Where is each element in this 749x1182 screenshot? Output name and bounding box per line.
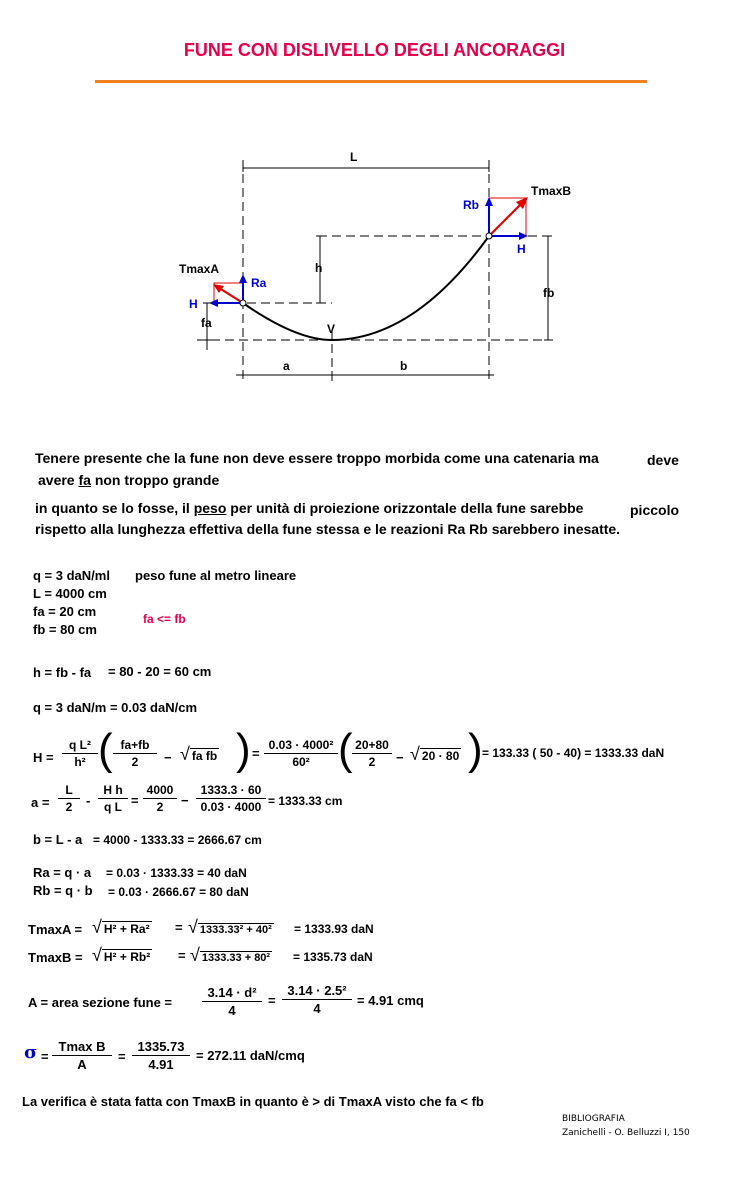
conclusion-text: La verifica è stata fatta con TmaxB in quanto è > di TmaxA visto che fa < fb bbox=[22, 1094, 484, 1109]
TmaxA-sqrt-values: √ 1333.33² + 40² bbox=[188, 917, 272, 937]
label-v: V bbox=[327, 322, 336, 336]
label-fa: fa bbox=[201, 316, 212, 330]
page-title: FUNE CON DISLIVELLO DEGLI ANCORAGGI bbox=[183, 40, 566, 60]
a-fraction-4000-2: 4000 2 bbox=[143, 783, 177, 814]
H-sqrt-fafb: √ fa fb bbox=[180, 744, 218, 764]
paragraph-line-2: avere fa non troppo grande bbox=[38, 472, 220, 488]
calc-TmaxB-result: = 1335.73 daN bbox=[293, 950, 373, 964]
H-label: H = bbox=[33, 750, 54, 765]
arrow-tmaxb bbox=[489, 201, 524, 236]
a-fraction-Hh-qL: H h q L bbox=[98, 783, 128, 814]
H-paren-close: ) bbox=[236, 725, 251, 774]
H-fraction-sum-values: 20+80 2 bbox=[352, 738, 392, 769]
calc-TmaxA-result: = 1333.93 daN bbox=[294, 922, 374, 936]
a-result: = 1333.33 cm bbox=[268, 794, 343, 808]
paragraph-line-1-end: deve bbox=[647, 452, 679, 468]
label-h: h bbox=[315, 261, 323, 275]
calc-b-lhs: b = L - a bbox=[33, 832, 83, 847]
sigma-symbol: σ bbox=[24, 1042, 38, 1063]
a-minus: - bbox=[86, 793, 91, 808]
calc-b-rhs: = 4000 - 1333.33 = 2666.67 cm bbox=[93, 833, 262, 847]
data-fb: fb = 80 cm bbox=[33, 622, 97, 637]
label-b: b bbox=[400, 359, 408, 373]
data-q-description: peso fune al metro lineare bbox=[135, 568, 297, 583]
label-h-left: H bbox=[189, 297, 198, 311]
anchor-a-point bbox=[240, 300, 246, 306]
A-equals: = bbox=[268, 993, 276, 1008]
A-fraction-values: 3.14 · 2.5² 4 bbox=[282, 983, 352, 1016]
paragraph-peso-underlined: peso bbox=[193, 500, 227, 516]
calc-TmaxA-lhs: TmaxA = bbox=[28, 922, 83, 937]
H-values-minus: − bbox=[396, 750, 404, 765]
bibliography-label: BIBLIOGRAFIA bbox=[562, 1114, 625, 1124]
paragraph-line-1: Tenere presente che la fune non deve essere troppo morbida come una catenaria ma bbox=[35, 450, 599, 466]
a-fraction-L-2: L 2 bbox=[58, 783, 80, 814]
H-result: = 133.33 ( 50 - 40) = 1333.33 daN bbox=[482, 746, 665, 760]
label-ra: Ra bbox=[251, 276, 267, 290]
paragraph-fa-underlined: fa bbox=[78, 472, 91, 488]
H-fraction-values: 0.03 · 4000² 60² bbox=[264, 738, 338, 769]
anchor-b-point bbox=[486, 233, 492, 239]
calc-A-lhs: A = area sezione fune = bbox=[28, 995, 173, 1010]
a-values-minus: − bbox=[181, 793, 189, 808]
sigma-fraction-equals: = bbox=[118, 1049, 126, 1064]
TmaxB-sqrt-formula: √ H² + Rb² bbox=[92, 945, 151, 965]
label-tmaxb: TmaxB bbox=[531, 184, 572, 198]
calc-Ra-rhs: = 0.03 · 1333.33 = 40 daN bbox=[106, 866, 247, 880]
condition-fa-le-fb: fa <= fb bbox=[143, 612, 186, 626]
a-label: a = bbox=[31, 795, 50, 810]
data-fa: fa = 20 cm bbox=[33, 604, 97, 619]
calc-Rb-rhs: = 0.03 · 2666.67 = 80 daN bbox=[108, 885, 249, 899]
H-minus: − bbox=[164, 750, 172, 765]
data-q: q = 3 daN/ml bbox=[33, 568, 110, 583]
calc-Rb-lhs: Rb = q · b bbox=[33, 883, 93, 898]
H-values-paren-close: ) bbox=[468, 725, 483, 774]
paragraph-line-3-end: piccolo bbox=[630, 502, 680, 518]
label-rb: Rb bbox=[463, 198, 479, 212]
label-h-right: H bbox=[517, 242, 526, 256]
calc-A-result: = 4.91 cmq bbox=[357, 993, 424, 1008]
label-fb: fb bbox=[543, 286, 555, 300]
H-fraction-fafb-2: fa+fb 2 bbox=[113, 738, 157, 769]
arrowhead-ra bbox=[239, 274, 247, 283]
calc-q-conversion: q = 3 daN/m = 0.03 daN/cm bbox=[33, 700, 198, 715]
TmaxB-equals: = bbox=[178, 948, 186, 963]
a-fraction-values: 1333.3 · 60 0.03 · 4000 bbox=[196, 783, 266, 814]
paragraph-line-3: in quanto se lo fosse, il peso per unità di proiezione orizzontale della fune sarebbe bbox=[35, 500, 584, 516]
H-fraction-qL2-h2: q L² h² bbox=[62, 738, 98, 769]
calc-sigma-result: = 272.11 daN/cmq bbox=[196, 1048, 305, 1063]
sigma-fraction-formula: Tmax B A bbox=[52, 1039, 112, 1072]
H-paren-open: ( bbox=[98, 725, 113, 774]
sigma-fraction-values: 1335.73 4.91 bbox=[132, 1039, 190, 1072]
label-tmaxa: TmaxA bbox=[179, 262, 220, 276]
A-fraction-formula: 3.14 · d² 4 bbox=[202, 985, 262, 1018]
bibliography-reference: Zanichelli - O. Belluzzi I, 150 bbox=[562, 1128, 690, 1138]
calc-h-lhs: h = fb - fa bbox=[33, 665, 92, 680]
H-sqrt-values: √ 20 · 80 bbox=[410, 744, 460, 764]
H-equals: = bbox=[252, 746, 260, 761]
arrowhead-tmaxa bbox=[213, 284, 224, 293]
a-equals: = bbox=[131, 793, 139, 808]
cable-curve bbox=[243, 236, 489, 340]
data-L: L = 4000 cm bbox=[33, 586, 107, 601]
sigma-equals: = bbox=[41, 1049, 49, 1064]
arrowhead-h-right bbox=[519, 232, 528, 240]
TmaxB-sqrt-values: √ 1333.33 + 80² bbox=[190, 945, 271, 965]
TmaxA-sqrt-formula: √ H² + Ra² bbox=[92, 917, 150, 937]
calc-h-rhs: = 80 - 20 = 60 cm bbox=[108, 664, 212, 679]
label-a: a bbox=[283, 359, 290, 373]
calc-TmaxB-lhs: TmaxB = bbox=[28, 950, 83, 965]
paragraph-line-4: rispetto alla lunghezza effettiva della fune stessa e le reazioni Ra Rb sarebbero inesatte. bbox=[35, 521, 621, 537]
cable-diagram bbox=[0, 0, 749, 400]
label-L: L bbox=[350, 150, 358, 164]
TmaxA-equals: = bbox=[175, 920, 183, 935]
H-values-paren-open: ( bbox=[338, 725, 353, 774]
calc-Ra-lhs: Ra = q · a bbox=[33, 865, 92, 880]
